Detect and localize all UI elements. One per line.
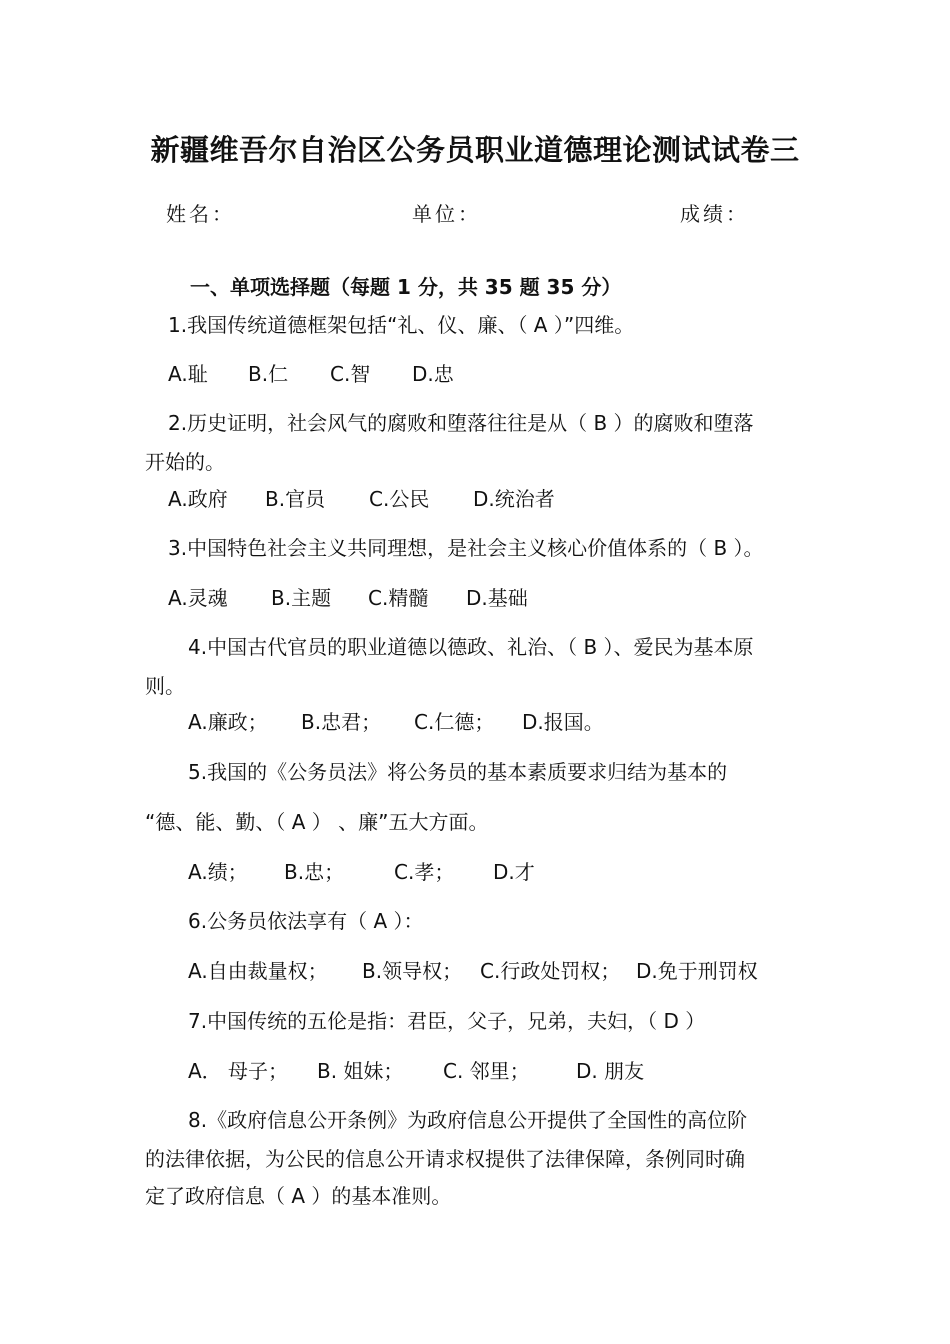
option-c: C.孝； xyxy=(394,860,455,884)
question-7-options xyxy=(188,1058,644,1084)
question-6-options xyxy=(188,958,758,984)
question-8-line-3: 定了政府信息（ A ）的基本准则。 xyxy=(145,1184,452,1208)
question-8-line-1: 8.《政府信息公开条例》为政府信息公开提供了全国性的高位阶 xyxy=(188,1108,748,1132)
question-1: 1.我国传统道德框架包括“礼、仪、廉、（ A ）”四维。 xyxy=(168,313,635,337)
question-8-line-2: 的法律依据，为公民的信息公开请求权提供了法律保障，条例同时确 xyxy=(145,1147,745,1171)
question-1-options xyxy=(168,361,454,387)
option-b: B.忠君； xyxy=(301,710,382,734)
option-b: B.仁 xyxy=(248,362,289,386)
question-3: 3.中国特色社会主义共同理想，是社会主义核心价值体系的（ B ）。 xyxy=(168,536,764,560)
page-title: 新疆维吾尔自治区公务员职业道德理论测试试卷三 xyxy=(150,133,800,167)
question-2-line-1: 2.历史证明，社会风气的腐败和堕落往往是从（ B ）的腐败和堕落 xyxy=(168,411,754,435)
question-7: 7.中国传统的五伦是指：君臣，父子，兄弟，夫妇，（ D ） xyxy=(188,1009,706,1033)
option-c: C.公民 xyxy=(369,487,430,511)
option-a: A.绩； xyxy=(188,860,248,884)
option-d: D.免于刑罚权 xyxy=(636,959,758,983)
question-5-line-1: 5.我国的《公务员法》将公务员的基本素质要求归结为基本的 xyxy=(188,760,728,784)
score-label: 成绩： xyxy=(680,202,749,226)
option-c: C. 邻里； xyxy=(443,1059,530,1083)
option-c: C.行政处罚权； xyxy=(480,959,621,983)
option-c: C.精髓 xyxy=(368,586,429,610)
option-d: D.基础 xyxy=(466,586,528,610)
option-d: D.报国。 xyxy=(522,710,604,734)
option-d: D.忠 xyxy=(412,362,454,386)
name-label: 姓名： xyxy=(166,202,235,226)
option-a: A． 母子； xyxy=(188,1059,289,1083)
option-d: D.才 xyxy=(493,860,535,884)
option-a: A.耻 xyxy=(168,362,208,386)
question-3-options xyxy=(168,585,528,611)
question-6: 6.公务员依法享有（ A ）： xyxy=(188,909,424,933)
question-4-line-1: 4.中国古代官员的职业道德以德政、礼治、（ B ）、爱民为基本原 xyxy=(188,635,754,659)
option-a: A.政府 xyxy=(168,487,228,511)
question-5-line-2: “德、能、勤、（ A ） 、廉”五大方面。 xyxy=(145,810,489,834)
option-d: D. 朋友 xyxy=(576,1059,645,1083)
option-b: B. 姐妹； xyxy=(317,1059,404,1083)
section-heading: 一、单项选择题（每题 1 分，共 35 题 35 分） xyxy=(190,275,622,299)
option-b: B.主题 xyxy=(271,586,332,610)
question-5-options xyxy=(188,859,535,885)
question-4-line-2: 则。 xyxy=(145,674,185,698)
option-b: B.领导权； xyxy=(362,959,463,983)
question-4-options xyxy=(188,709,604,735)
option-c: C.仁德； xyxy=(414,710,495,734)
unit-label: 单位： xyxy=(412,202,481,226)
option-b: B.忠； xyxy=(284,860,345,884)
option-a: A.廉政； xyxy=(188,710,268,734)
question-2-options xyxy=(168,486,555,512)
question-2-line-2: 开始的。 xyxy=(145,450,225,474)
option-c: C.智 xyxy=(330,362,371,386)
option-a: A.自由裁量权； xyxy=(188,959,328,983)
option-d: D.统治者 xyxy=(473,487,555,511)
option-a: A.灵魂 xyxy=(168,586,228,610)
option-b: B.官员 xyxy=(265,487,326,511)
